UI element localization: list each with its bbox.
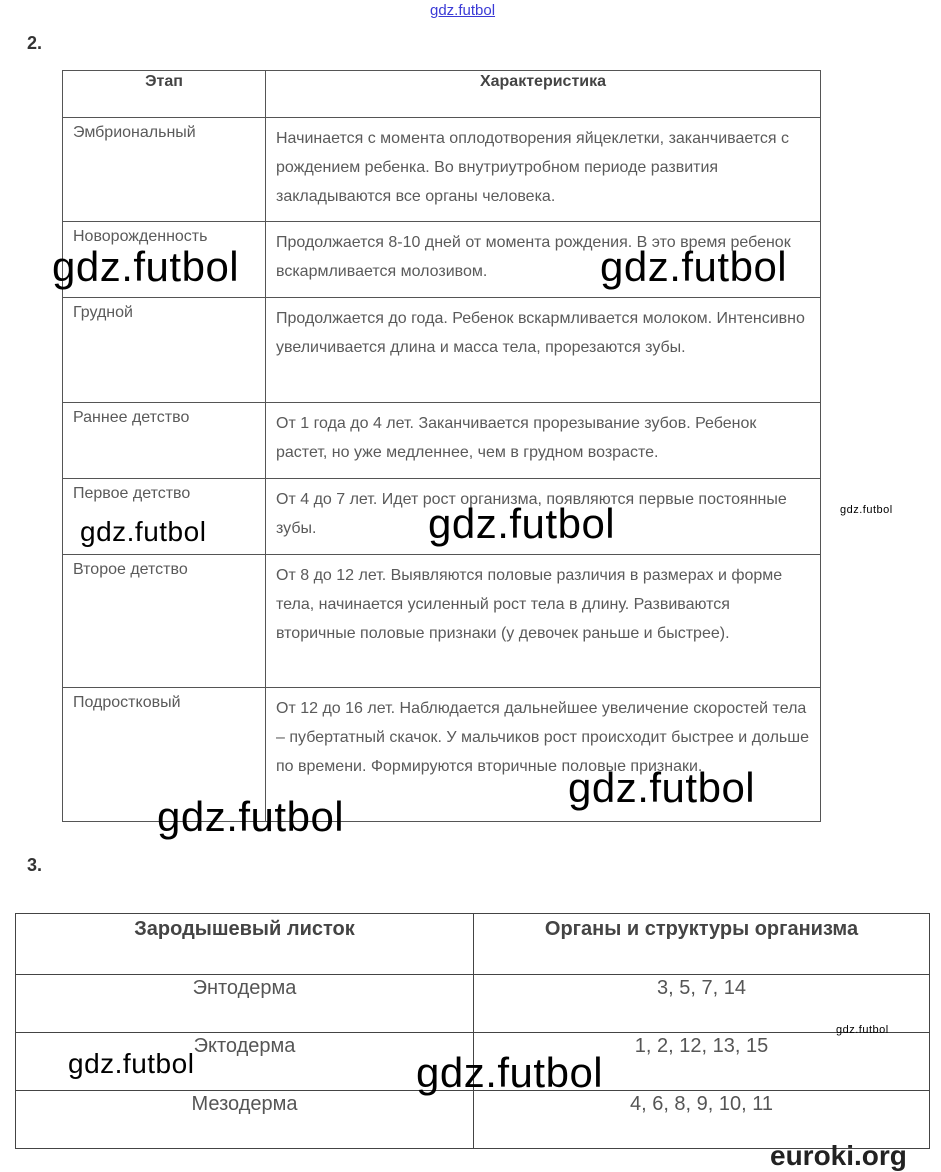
task-2-number: 2. xyxy=(27,33,43,53)
table-row xyxy=(63,555,821,688)
footer-logo: euroki.org xyxy=(770,1140,907,1171)
stage-cell: Новорожденность xyxy=(63,222,266,298)
stage-cell: Второе детство xyxy=(63,555,266,688)
germ-layer-cell: Энтодерма xyxy=(16,975,474,1033)
watermark: gdz.futbol xyxy=(68,1048,195,1079)
stage-cell: Первое детство xyxy=(63,479,266,555)
watermark: gdz.futbol xyxy=(80,516,207,547)
germ-layer-cell: Эктодерма xyxy=(16,1033,474,1091)
description-cell: Начинается с момента оплодотворения яйцеклетки, заканчивается с рождением ребенка. Во внутриутробном периоде развития закладываются все органы человека. xyxy=(266,118,821,222)
stage-cell: Эмбриональный xyxy=(63,118,266,222)
table-row xyxy=(16,975,930,1033)
watermark: gdz.futbol xyxy=(840,504,893,516)
table-header-row xyxy=(63,71,821,118)
watermark: gdz.futbol xyxy=(52,243,240,290)
column-header-stage: Этап xyxy=(63,71,266,118)
organs-cell: 3, 5, 7, 14 xyxy=(474,975,930,1033)
column-header-characteristic: Характеристика xyxy=(266,71,821,118)
header-link[interactable]: gdz.futbol xyxy=(430,2,496,19)
watermark: gdz.futbol xyxy=(836,1024,889,1036)
watermark: gdz.futbol xyxy=(600,243,788,290)
organs-cell: 4, 6, 8, 9, 10, 11 xyxy=(474,1091,930,1149)
stage-cell: Грудной xyxy=(63,298,266,403)
description-cell: От 1 года до 4 лет. Заканчивается прорезывание зубов. Ребенок растет, но уже медленнее, чем в грудном возрасте. xyxy=(266,403,821,479)
watermark: gdz.futbol xyxy=(157,793,345,840)
description-cell: Продолжается 8-10 дней от момента рождения. В это время ребенок вскармливается молозивом. xyxy=(266,222,821,298)
table-row xyxy=(63,403,821,479)
stage-cell: Раннее детство xyxy=(63,403,266,479)
table-row xyxy=(63,118,821,222)
column-header-germ-layer: Зародышевый листок xyxy=(16,914,474,975)
watermark: gdz.futbol xyxy=(416,1049,604,1096)
description-cell: Продолжается до года. Ребенок вскармливается молоком. Интенсивно увеличивается длина и масса тела, прорезаются зубы. xyxy=(266,298,821,403)
watermark: gdz.futbol xyxy=(428,500,616,547)
table-row xyxy=(63,298,821,403)
germ-layers-table xyxy=(15,913,930,1149)
description-cell: От 8 до 12 лет. Выявляются половые различия в размерах и форме тела, начинается усиленный рост тела в длину. Развиваются вторичные половые признаки (у девочек раньше и быстрее). xyxy=(266,555,821,688)
germ-layer-cell: Мезодерма xyxy=(16,1091,474,1149)
watermark: gdz.futbol xyxy=(568,764,756,811)
task-3-number: 3. xyxy=(27,855,43,875)
stage-cell: Подростковый xyxy=(63,688,266,822)
table-header-row xyxy=(16,914,930,975)
description-cell: От 4 до 7 лет. Идет рост организма, появляются первые постоянные зубы. xyxy=(266,479,821,555)
organs-cell: 1, 2, 12, 13, 15 xyxy=(474,1033,930,1091)
column-header-organs: Органы и структуры организма xyxy=(474,914,930,975)
stages-table xyxy=(62,70,821,822)
description-cell: От 12 до 16 лет. Наблюдается дальнейшее увеличение скоростей тела – пубертатный скачок. У мальчиков рост происходит быстрее и дольше по времени. Формируются вторичные половые признаки. xyxy=(266,688,821,822)
